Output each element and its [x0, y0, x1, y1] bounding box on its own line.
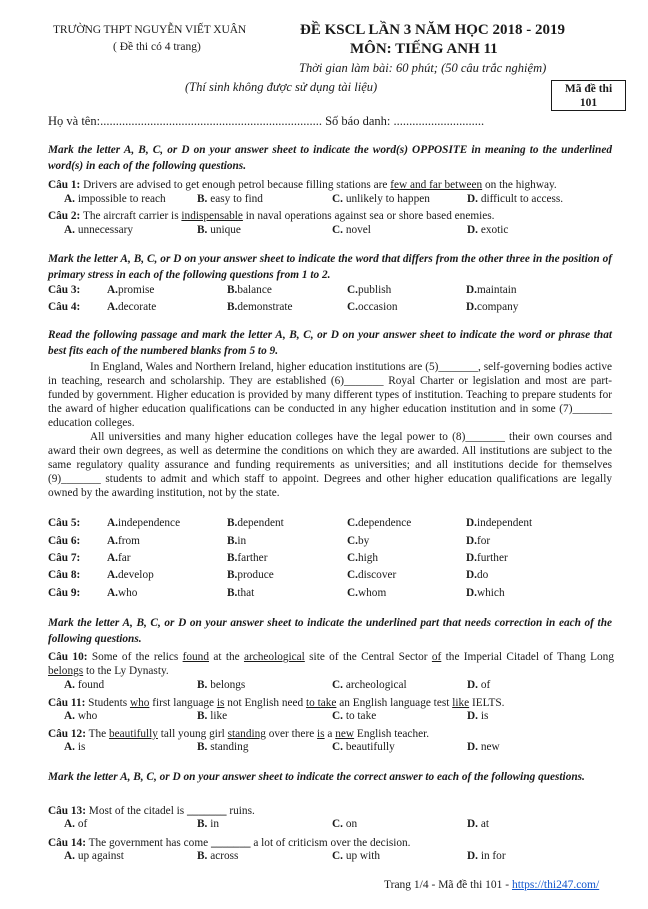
question-8 [48, 569, 628, 585]
question-10 [48, 650, 614, 678]
question-label: Câu 2: [48, 210, 81, 222]
question-label: Câu 13: [48, 805, 86, 817]
question-14: Câu 14: The government has come _______ a lot of criticism over the decision. [48, 837, 411, 849]
question-label: Câu 7: [48, 552, 81, 564]
question-label: Câu 11: [48, 697, 86, 709]
underlined-part: is [216, 697, 225, 709]
question-9 [48, 587, 628, 603]
question-5 [48, 517, 628, 533]
option-a[interactable]: A. from [107, 535, 140, 547]
option-d[interactable]: D. independent [466, 517, 533, 529]
sentence-text: a [324, 728, 336, 740]
question-label: Câu 8: [48, 569, 81, 581]
instruction-stress: Mark the letter A, B, C, or D on your answer sheet to indicate the word that differs from the other three in the position of primary stress in each of the following questions from 1 to 2. [48, 253, 612, 281]
question-label: Câu 12: [48, 728, 86, 740]
page-footer [384, 879, 599, 891]
option-c[interactable]: C. to take [332, 710, 377, 722]
option-b[interactable]: B. easy to find [197, 193, 263, 205]
underlined-part: standing [227, 728, 266, 740]
option-a[interactable]: A. decorate [107, 301, 157, 313]
options-q1 [64, 193, 624, 208]
option-d[interactable]: D. which [466, 587, 505, 599]
sentence-text: The [85, 728, 109, 740]
option-b[interactable]: B. unique [197, 224, 241, 236]
option-a[interactable]: A. found [64, 679, 105, 691]
options-q14 [64, 850, 624, 865]
option-c[interactable]: C. unlikely to happen [332, 193, 430, 205]
question-3 [48, 284, 628, 300]
sentence-text: English teacher. [354, 728, 430, 740]
passage-paragraph-1: In England, Wales and Northern Ireland, higher education institutions are (5)_______, self-governing bodies active in teaching, research and scholarship. They are established (6)_______ Royal Charter or legislation and most are part-funded by government. Higher education is provided by many different types of institution. Teaching to prepare students for the award of higher education qualifications can be conducted in any higher education institution and in some (7)_______ education colleges. [48, 361, 612, 429]
option-d[interactable]: D. is [467, 710, 489, 722]
sentence-text: Students [85, 697, 130, 709]
option-c[interactable]: C. up with [332, 850, 381, 862]
passage-paragraph-2: All universities and many higher education colleges have the legal power to (8)_______ their own courses and award their own degrees, as well as determine the conditions on which they are awarded. All institutions are subject to the same regulatory quality assurance and funding requirements as universities; and all institutions decide for themselves (9)_______ students to admit and which staff to appoint. Degrees and other higher education qualifications are legally owned by the awarding institution, not by the state. [48, 431, 612, 499]
sentence-text: tall young girl [157, 728, 228, 740]
underlined-part: new [335, 728, 355, 740]
exam-code: 101 [579, 97, 598, 109]
sentence-text: site of the Central Sector [304, 651, 432, 663]
options-q11 [64, 710, 624, 725]
option-a[interactable]: A. is [64, 741, 86, 753]
footer-text: Trang 1/4 - Mã đề thi 101 - [384, 879, 512, 891]
option-a[interactable]: A. up against [64, 850, 124, 862]
option-c[interactable]: C. beautifully [332, 741, 395, 753]
sentence-text: over there [265, 728, 318, 740]
question-2: Câu 2: The aircraft carrier is indispensable in naval operations against sea or shore based enemies. [48, 210, 495, 222]
instruction-correction: Mark the letter A, B, C, or D on your answer sheet to indicate the underlined part that needs correction in each of the following questions. [48, 617, 612, 645]
options-q12 [64, 741, 624, 756]
option-b[interactable]: B. balance [227, 284, 272, 296]
option-a[interactable]: A. independence [107, 517, 181, 529]
underlined-part: who [129, 697, 150, 709]
option-d[interactable]: D. company [466, 301, 519, 313]
answer-blank: _______ [187, 805, 227, 817]
option-d[interactable]: D. of [467, 679, 491, 691]
page-count-note: ( Đề thi có 4 trang) [113, 41, 201, 53]
option-a[interactable]: A. develop [107, 569, 154, 581]
sentence-text: not English need [224, 697, 306, 709]
exam-code-label: Mã đề thi [564, 83, 613, 95]
option-b[interactable]: B. like [197, 710, 228, 722]
option-d[interactable]: D. at [467, 818, 489, 830]
option-b[interactable]: B. produce [227, 569, 274, 581]
school-name: TRƯỜNG THPT NGUYỄN VIẾT XUÂN [53, 24, 247, 36]
option-d[interactable]: D. exotic [467, 224, 509, 236]
question-7 [48, 552, 628, 568]
option-d[interactable]: D. maintain [466, 284, 517, 296]
question-label: Câu 1: [48, 179, 81, 191]
underlined-part: belongs [48, 665, 84, 677]
underlined-part: like [452, 697, 470, 709]
question-12 [48, 727, 614, 741]
option-a[interactable]: A. who [64, 710, 98, 722]
sentence-text: an English language test [336, 697, 453, 709]
underlined-part: beautifully [109, 728, 158, 740]
underlined-part: found [182, 651, 209, 663]
time-note: Thời gian làm bài: 60 phút; (50 câu trắc nghiệm) [299, 61, 547, 75]
option-a[interactable]: A. promise [107, 284, 155, 296]
option-d[interactable]: D. in for [467, 850, 506, 862]
footer-link[interactable]: https://thi247.com/ [511, 879, 600, 891]
option-c[interactable]: C. high [347, 552, 379, 564]
option-b[interactable]: B. standing [197, 741, 249, 753]
sentence-text: Some of the relics [87, 651, 183, 663]
option-d[interactable]: D. do [466, 569, 489, 581]
subject-title: MÔN: TIẾNG ANH 11 [350, 41, 498, 57]
option-c[interactable]: C. occasion [347, 301, 398, 313]
option-a[interactable]: A. of [64, 818, 88, 830]
sentence-text: the Imperial Citadel of Thang Long [441, 651, 614, 663]
candidate-number-field: Số báo danh: ............................. [325, 114, 485, 128]
exam-code-box [551, 80, 626, 111]
question-11 [48, 696, 614, 710]
sentence-text: at the [208, 651, 244, 663]
question-label: Câu 3: [48, 284, 81, 296]
reading-passage [48, 360, 612, 500]
option-b[interactable]: B. dependent [227, 517, 284, 529]
question-label: Câu 5: [48, 517, 81, 529]
option-d[interactable]: D. further [466, 552, 508, 564]
option-c[interactable]: C. archeological [332, 679, 407, 691]
instruction-opposite: Mark the letter A, B, C, or D on your answer sheet to indicate the word(s) OPPOSITE in meaning to the underlined word(s) in each of the following questions. [48, 144, 612, 172]
underlined-part: archeological [243, 651, 305, 663]
sentence-text: to the Ly Dynasty. [83, 665, 169, 677]
option-c[interactable]: C. whom [347, 587, 387, 599]
option-b[interactable]: B. that [227, 587, 255, 599]
option-b[interactable]: B. belongs [197, 679, 246, 691]
option-b[interactable]: B. demonstrate [227, 301, 293, 313]
option-a[interactable]: A. far [107, 552, 131, 564]
option-b[interactable]: B. farther [227, 552, 268, 564]
question-label: Câu 9: [48, 587, 81, 599]
question-label: Câu 10: [48, 651, 88, 663]
option-b[interactable]: B. across [197, 850, 239, 862]
option-c[interactable]: C. dependence [347, 517, 412, 529]
options-q10 [64, 679, 624, 694]
option-b[interactable]: B. in [197, 818, 219, 830]
candidate-info-line [48, 114, 484, 129]
name-field: Họ và tên:....................................................................... [48, 114, 322, 128]
no-documents-note: (Thí sinh không được sử dụng tài liệu) [185, 80, 378, 94]
question-1: Câu 1: Drivers are advised to get enough petrol because filling stations are few and far between on the highway. [48, 179, 557, 191]
question-6 [48, 535, 628, 551]
option-b[interactable]: B. in [227, 535, 247, 547]
option-c[interactable]: C. publish [347, 284, 392, 296]
question-13: Câu 13: Most of the citadel is _______ ruins. [48, 805, 255, 817]
instruction-correct-answer: Mark the letter A, B, C, or D on your answer sheet to indicate the correct answer to each of the following questions. [48, 771, 585, 783]
underlined-part: to take [305, 697, 337, 709]
underlined-phrase: few and far between [390, 179, 483, 191]
sentence-text: first language [149, 697, 217, 709]
option-c[interactable]: C. novel [332, 224, 371, 236]
option-c[interactable]: C. on [332, 818, 358, 830]
answer-blank: _______ [210, 837, 251, 849]
options-q2 [64, 224, 624, 239]
option-a[interactable]: A. who [107, 587, 138, 599]
instruction-passage: Read the following passage and mark the letter A, B, C, or D on your answer sheet to indicate the word or phrase that best fits each of the numbered blanks from 5 to 9. [48, 329, 612, 357]
option-d[interactable]: D. for [466, 535, 491, 547]
option-d[interactable]: D. new [467, 741, 500, 753]
option-c[interactable]: C. by [347, 535, 370, 547]
option-a[interactable]: A. impossible to reach [64, 193, 166, 205]
underlined-phrase: indispensable [181, 210, 243, 222]
question-label: Câu 6: [48, 535, 81, 547]
question-label: Câu 14: [48, 837, 86, 849]
exam-title: ĐỀ KSCL LẦN 3 NĂM HỌC 2018 - 2019 [300, 22, 566, 38]
question-label: Câu 4: [48, 301, 81, 313]
option-c[interactable]: C. discover [347, 569, 397, 581]
option-d[interactable]: D. difficult to access. [467, 193, 564, 205]
underlined-part: of [431, 651, 442, 663]
options-q13 [64, 818, 624, 833]
sentence-text: IELTS. [469, 697, 505, 709]
question-4 [48, 301, 628, 317]
underlined-part: is [317, 728, 325, 740]
option-a[interactable]: A. unnecessary [64, 224, 134, 236]
